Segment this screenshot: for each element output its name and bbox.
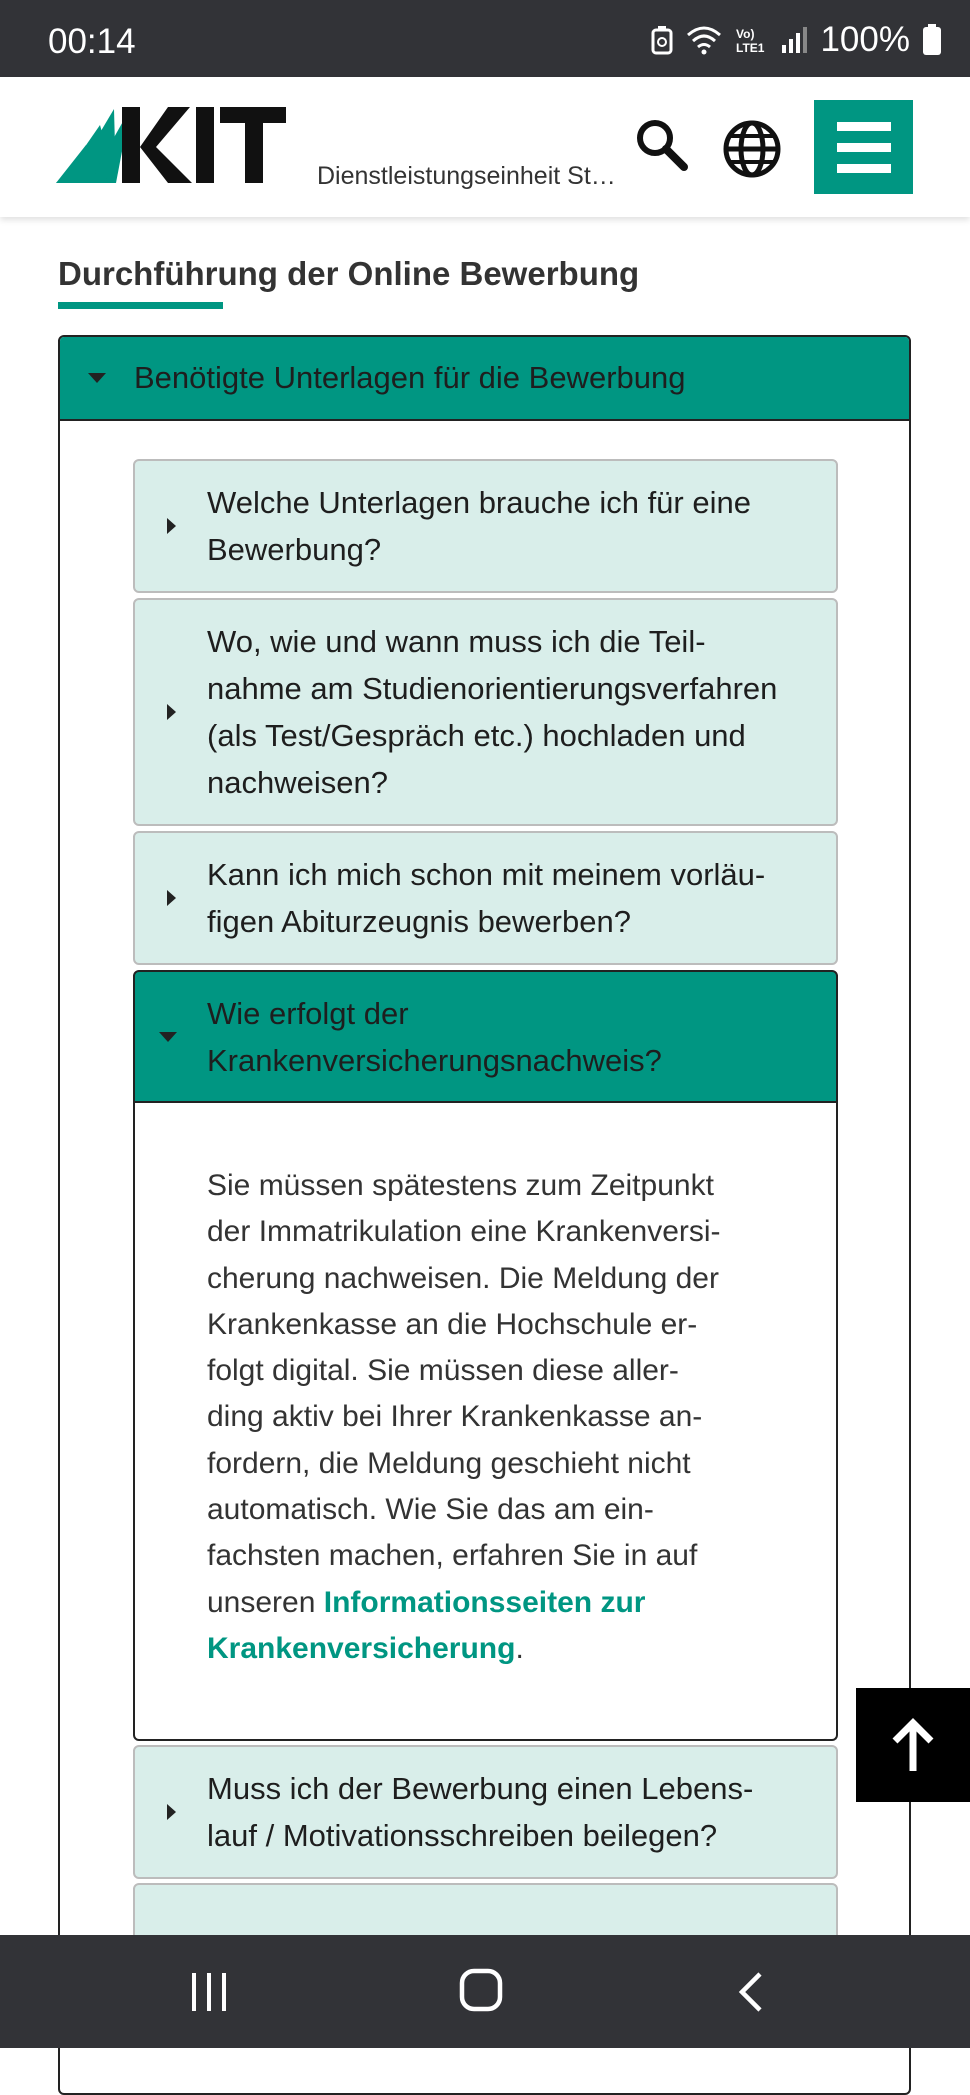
- signal-icon: [780, 25, 808, 55]
- battery-percent: 100%: [820, 20, 910, 59]
- status-icons: [650, 20, 942, 60]
- wifi-icon: [686, 25, 722, 55]
- hamburger-icon-bar: [837, 164, 891, 173]
- back-icon[interactable]: [736, 1971, 766, 2013]
- battery-icon: [922, 24, 942, 56]
- status-time: 00:14: [48, 22, 136, 61]
- caret-right-icon: [167, 1804, 176, 1820]
- caret-right-icon: [167, 518, 176, 534]
- department-name[interactable]: Dienstleistungseinheit St…: [317, 162, 616, 190]
- volte-icon: [734, 25, 768, 55]
- caret-right-icon: [167, 890, 176, 906]
- globe-icon[interactable]: [720, 117, 784, 181]
- faq-question: Welche Unterlagen brauche ich für eine Bewerbung?: [207, 485, 751, 567]
- section-underline: [58, 302, 223, 309]
- arrow-up-icon: [891, 1717, 935, 1773]
- hamburger-icon-bar: [837, 143, 891, 152]
- caret-down-icon: [88, 373, 106, 383]
- system-nav-bar: [0, 1935, 970, 2048]
- section-title: Durchführung der Online Bewerbung: [58, 255, 640, 292]
- kit-logo[interactable]: [56, 103, 286, 187]
- faq-item-documents[interactable]: [133, 459, 838, 593]
- health-insurance-info-link[interactable]: Informationsseiten zur Krankenversicherung: [207, 1585, 646, 1665]
- accordion-title: Benötigte Unterlagen für die Bewerbung: [134, 360, 686, 395]
- accordion-header[interactable]: [60, 337, 909, 421]
- menu-button[interactable]: [814, 100, 913, 194]
- faq-question: Kann ich mich schon mit meinem vorläu- figen Abiturzeugnis bewerben?: [207, 857, 766, 939]
- faq-question: Muss ich der Bewerbung einen Lebens- lauf / Motivationsschreiben beilegen?: [207, 1771, 754, 1853]
- faq-item-orientation-test[interactable]: [133, 598, 838, 826]
- network-label: Vo): [736, 27, 755, 41]
- faq-item-health-insurance[interactable]: [133, 970, 838, 1103]
- faq-question: Wie erfolgt der Krankenversicherungsnachweis?: [207, 995, 662, 1078]
- faq-item-cv-motivation[interactable]: [133, 1745, 838, 1879]
- site-header: [0, 77, 970, 217]
- caret-right-icon: [167, 704, 176, 720]
- caret-down-icon: [159, 1032, 177, 1042]
- faq-answer-health-insurance: [133, 1103, 838, 1741]
- recent-apps-icon[interactable]: [188, 1971, 230, 2013]
- home-icon[interactable]: [458, 1967, 504, 2013]
- svg-text:LTE1: LTE1: [736, 41, 765, 55]
- answer-text: Sie müssen spätestens zum Zeitpunkt der Immatrikulation eine Krankenversi- cherung nachweisen. Die Meldung der Krankenkasse an die Hochschule er- folgt digital. Sie müssen diese aller- ding aktiv bei Ihrer Krankenkasse an- fordern, die Meldung geschieht nicht automatisch. Wie Sie das am ein- fachsten machen, erfahren Sie in auf unseren Informationsseiten zur Krankenversicherung.: [207, 1169, 721, 1665]
- search-icon[interactable]: [630, 113, 694, 177]
- accordion-documents: [58, 335, 911, 2095]
- back-to-top-button[interactable]: [856, 1688, 970, 1802]
- faq-item-preliminary-certificate[interactable]: [133, 831, 838, 965]
- recycle-icon: [650, 25, 674, 55]
- hamburger-icon-bar: [837, 122, 891, 131]
- status-bar: [0, 0, 970, 77]
- faq-question: Wo, wie und wann muss ich die Teil- nahme am Studienorientierungsverfahren (als Test/Gespräch etc.) hochladen und nachweisen?: [207, 624, 778, 800]
